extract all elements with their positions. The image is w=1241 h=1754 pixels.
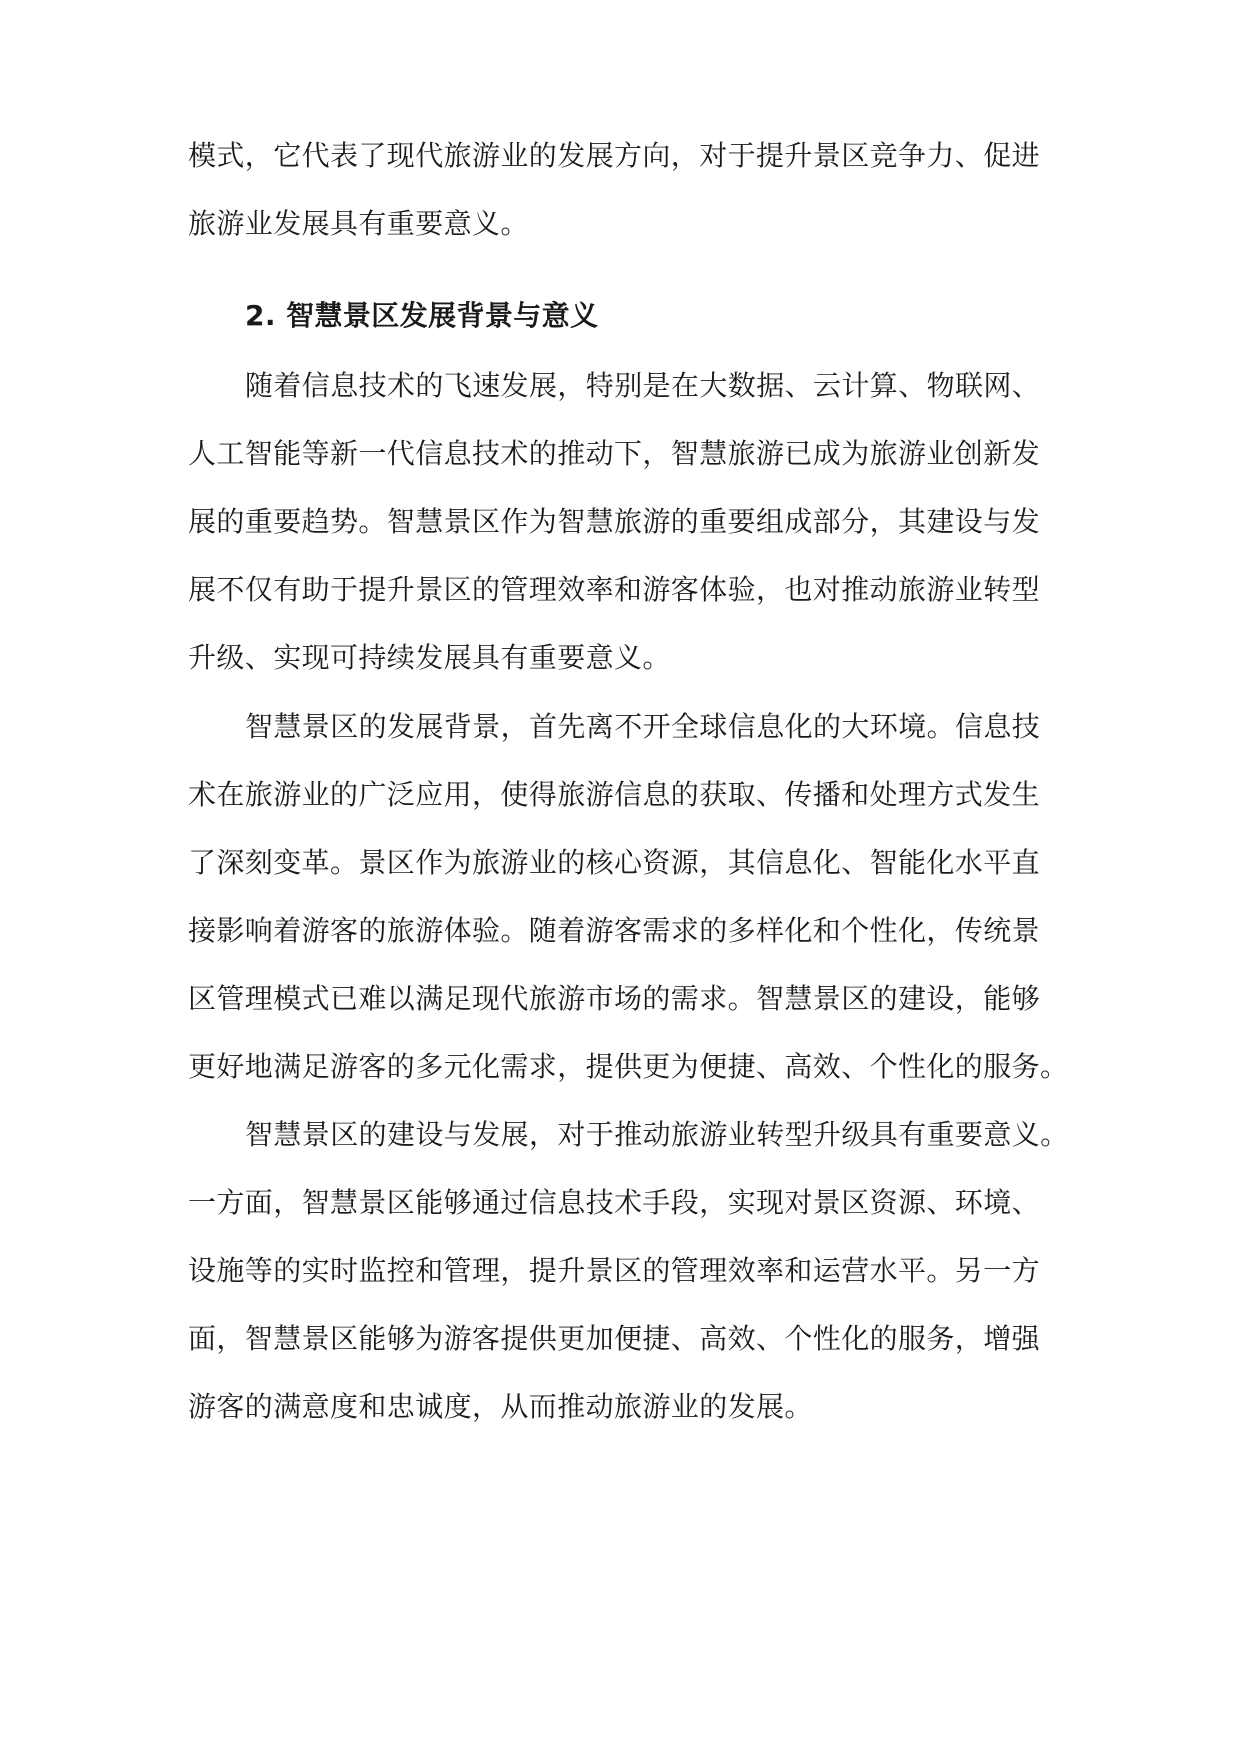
paragraph-2-line-2: 术在旅游业的广泛应用，使得旅游信息的获取、传播和处理方式发生 xyxy=(188,778,1041,811)
paragraph-2-line-1: 智慧景区的发展背景，首先离不开全球信息化的大环境。信息技 xyxy=(245,710,1041,743)
paragraph-1-line-4: 展不仅有助于提升景区的管理效率和游客体验，也对推动旅游业转型 xyxy=(188,573,1041,606)
paragraph-3-line-5: 游客的满意度和忠诚度，从而推动旅游业的发展。 xyxy=(188,1390,813,1423)
paragraph-1-line-2: 人工智能等新一代信息技术的推动下，智慧旅游已成为旅游业创新发 xyxy=(188,437,1041,470)
paragraph-1-line-3: 展的重要趋势。智慧景区作为智慧旅游的重要组成部分，其建设与发 xyxy=(188,505,1041,538)
intro-line-1: 模式，它代表了现代旅游业的发展方向，对于提升景区竞争力、促进 xyxy=(188,139,1041,172)
paragraph-3-line-3: 设施等的实时监控和管理，提升景区的管理效率和运营水平。另一方 xyxy=(188,1254,1041,1287)
paragraph-3-line-1: 智慧景区的建设与发展，对于推动旅游业转型升级具有重要意义。 xyxy=(245,1118,1069,1151)
section-heading: 2. 智慧景区发展背景与意义 xyxy=(245,299,599,332)
paragraph-2-line-6: 更好地满足游客的多元化需求，提供更为便捷、高效、个性化的服务。 xyxy=(188,1050,1069,1083)
paragraph-3-line-2: 一方面，智慧景区能够通过信息技术手段，实现对景区资源、环境、 xyxy=(188,1186,1041,1219)
paragraph-1-line-5: 升级、实现可持续发展具有重要意义。 xyxy=(188,641,671,674)
intro-line-2: 旅游业发展具有重要意义。 xyxy=(188,207,529,240)
paragraph-1-line-1: 随着信息技术的飞速发展，特别是在大数据、云计算、物联网、 xyxy=(245,369,1041,402)
paragraph-2-line-3: 了深刻变革。景区作为旅游业的核心资源，其信息化、智能化水平直 xyxy=(188,846,1041,879)
paragraph-2-line-5: 区管理模式已难以满足现代旅游市场的需求。智慧景区的建设，能够 xyxy=(188,982,1041,1015)
paragraph-3-line-4: 面，智慧景区能够为游客提供更加便捷、高效、个性化的服务，增强 xyxy=(188,1322,1041,1355)
paragraph-2-line-4: 接影响着游客的旅游体验。随着游客需求的多样化和个性化，传统景 xyxy=(188,914,1041,947)
